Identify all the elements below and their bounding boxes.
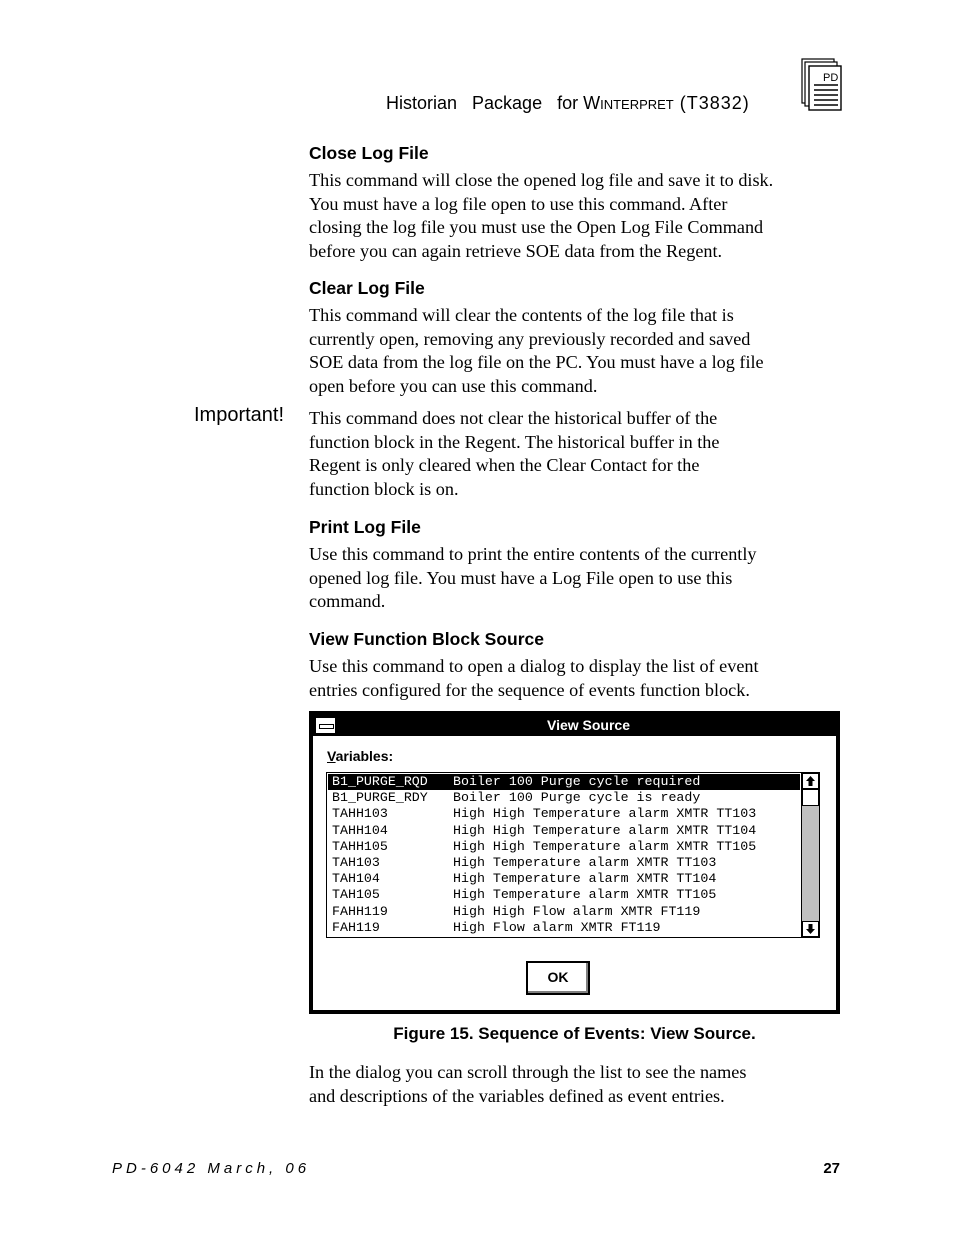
header-text-2: interpret [600, 93, 674, 113]
variable-description: High Temperature alarm XMTR TT105 [453, 887, 717, 903]
variable-description: Boiler 100 Purge cycle required [453, 774, 701, 789]
variable-name: TAHH104 [332, 822, 388, 838]
list-item[interactable] [328, 855, 800, 871]
text-line: function block in the Regent. The historical buffer in the [309, 431, 720, 452]
dialog-body [313, 715, 836, 1010]
variable-name: FAHH119 [332, 903, 388, 919]
variable-name: TAH104 [332, 871, 380, 887]
vertical-scrollbar[interactable] [801, 773, 819, 937]
scroll-up-button[interactable] [802, 773, 819, 789]
paragraph-close-log-file [309, 169, 849, 263]
variable-description: High High Temperature alarm XMTR TT104 [453, 822, 757, 838]
text-line: Use this command to open a dialog to display the list of event [309, 656, 759, 676]
variable-description: High High Temperature alarm XMTR TT103 [453, 806, 757, 822]
header-text-3: (T3832) [673, 93, 750, 113]
text-line: You must have a log file open to use this command. After [309, 193, 728, 214]
pd-document-icon [801, 58, 843, 112]
heading-print-log-file: Print Log File [309, 517, 421, 537]
text-line: entries configured for the sequence of events function block. [309, 679, 750, 700]
list-item[interactable] [328, 887, 800, 903]
list-item[interactable] [328, 904, 800, 920]
text-line: This command will clear the contents of the log file that is [309, 305, 734, 325]
heading-clear-log-file: Clear Log File [309, 278, 425, 298]
system-menu-icon[interactable] [315, 717, 336, 734]
paragraph-view-function-block-source [309, 655, 849, 702]
list-item[interactable] [328, 920, 800, 936]
variable-description: High Flow alarm XMTR FT119 [453, 919, 661, 935]
variables-listbox[interactable] [326, 772, 820, 938]
header-text-1: Historian Package for W [386, 93, 601, 113]
list-item[interactable] [328, 790, 800, 806]
page-number: 27 [823, 1160, 840, 1177]
text-line: and descriptions of the variables defined as event entries. [309, 1085, 725, 1106]
important-label: Important! [194, 404, 285, 426]
variable-name: B1_PURGE_RDY [332, 790, 428, 806]
variable-description: High High Temperature alarm XMTR TT105 [453, 838, 757, 854]
text-line: This command will close the opened log file and save it to disk. [309, 170, 774, 190]
paragraph-closing [309, 1061, 849, 1108]
variable-name: FAH119 [332, 919, 380, 935]
text-line: currently open, removing any previously recorded and saved [309, 328, 751, 349]
variable-name: TAH103 [332, 855, 380, 870]
pd-icon-label: PD [823, 72, 839, 84]
heading-close-log-file: Close Log File [309, 143, 429, 163]
figure-caption: Figure 15. Sequence of Events: View Source. [393, 1024, 756, 1043]
arrow-up-icon [803, 774, 818, 788]
variable-name: B1_PURGE_RQD [332, 774, 428, 789]
ok-button[interactable]: OK [526, 961, 590, 995]
paragraph-print-log-file [309, 543, 849, 614]
dialog-titlebar[interactable] [313, 715, 836, 736]
variable-description: Boiler 100 Purge cycle is ready [453, 790, 701, 806]
text-line: command. [309, 591, 386, 611]
dialog-title: View Source [546, 717, 630, 733]
variables-label [327, 748, 393, 764]
text-line: SOE data from the log file on the PC. You must have a log file [309, 352, 764, 372]
view-source-dialog [309, 711, 840, 1014]
list-item[interactable] [328, 871, 800, 887]
footer-doc-id: PD-6042 March, 06 [112, 1160, 311, 1177]
variable-name: TAH105 [332, 887, 380, 903]
variable-description: High High Flow alarm XMTR FT119 [453, 903, 701, 919]
list-item[interactable] [328, 839, 800, 855]
text-line: closing the log file you must use the Open Log File Command [309, 217, 764, 237]
text-line: Regent is only cleared when the Clear Contact for the [309, 455, 700, 475]
heading-view-function-block-source: View Function Block Source [309, 629, 545, 649]
scroll-thumb[interactable] [802, 789, 819, 806]
list-item[interactable] [328, 774, 800, 790]
variable-name: TAHH103 [332, 806, 388, 822]
scroll-down-button[interactable] [802, 921, 819, 937]
text-line: open before you can use this command. [309, 375, 598, 396]
variables-label-text: ariables: [335, 748, 394, 764]
variable-name: TAHH105 [332, 838, 388, 854]
text-line: function block is on. [309, 478, 459, 499]
text-line: This command does not clear the historical buffer of the [309, 408, 718, 428]
text-line: opened log file. You must have a Log File open to use this [309, 567, 733, 588]
list-item[interactable] [328, 823, 800, 839]
text-line: Use this command to print the entire contents of the currently [309, 544, 757, 564]
arrow-down-icon [803, 922, 818, 936]
text-line: before you can again retrieve SOE data from the Regent. [309, 240, 723, 261]
variable-description: High Temperature alarm XMTR TT103 [453, 855, 717, 870]
variable-description: High Temperature alarm XMTR TT104 [453, 871, 717, 887]
text-line: In the dialog you can scroll through the list to see the names [309, 1062, 747, 1082]
paragraph-important [309, 407, 849, 501]
variables-label-hotkey: V [327, 748, 336, 764]
paragraph-clear-log-file [309, 304, 849, 398]
running-header [386, 93, 750, 114]
list-item[interactable] [328, 806, 800, 822]
